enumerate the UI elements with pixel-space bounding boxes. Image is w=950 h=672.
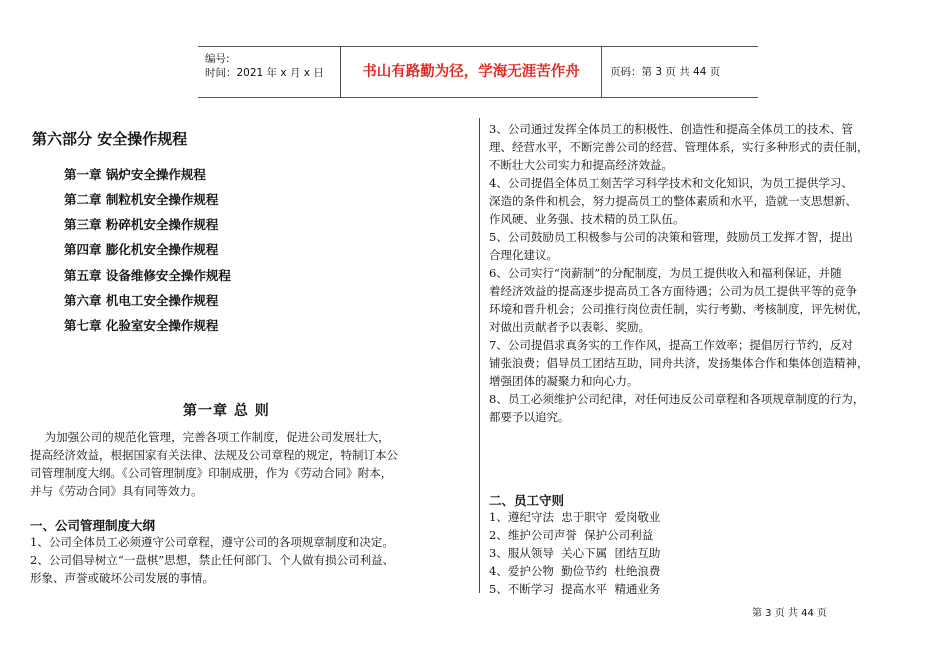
chapter-title: 第一章 总 则 (183, 403, 270, 419)
rule-line: 合理化建议。 (489, 248, 558, 262)
section1-title: 一、公司管理制度大纲 (30, 518, 156, 533)
section1-body (30, 533, 475, 587)
page-header (198, 46, 758, 98)
rule-line: 3、公司通过发挥全体员工的积极性、创造性和提高全体员工的技术、管 (489, 122, 853, 136)
header-meta (198, 47, 345, 102)
code-line: 5、不断学习 提高水平 精通业务 (489, 582, 661, 596)
right-column-body (489, 120, 939, 426)
toc-item-2: 第二章 制粒机安全操作规程 (64, 192, 219, 207)
toc-item-5: 第五章 设备维修安全操作规程 (64, 268, 231, 283)
intro-line: 并与《劳动合同》具有同等效力。 (30, 484, 203, 498)
column-divider (479, 118, 480, 593)
part-title: 第六部分 安全操作规程 (32, 130, 188, 148)
toc-item-7: 第七章 化验室安全操作规程 (64, 318, 219, 333)
toc-item-6: 第六章 机电工安全操作规程 (64, 293, 219, 308)
code-line: 1、遵纪守法 忠于职守 爱岗敬业 (489, 510, 661, 524)
doc-time-label: 时间：2021 年 x 月 x 日 (205, 67, 324, 79)
rule-line: 铺张浪费；倡导员工团结互助，同舟共济，发扬集体合作和集体创造精神， (489, 356, 869, 370)
rule-line: 理、经营水平，不断完善公司的经营、管理体系，实行多种形式的责任制， (489, 140, 869, 154)
rule-line: 环境和晋升机会；公司推行岗位责任制，实行考勤、考核制度，评先树优， (489, 302, 869, 316)
section2-title: 二、员工守则 (489, 493, 565, 508)
section1-line: 1、公司全体员工必须遵守公司章程，遵守公司的各项规章制度和决定。 (30, 535, 394, 549)
intro-line: 司管理制度大纲。《公司管理制度》印制成册，作为《劳动合同》附本， (30, 466, 393, 480)
intro-line: 为加强公司的规范化管理，完善各项工作制度，促进公司发展壮大， (30, 430, 390, 444)
section1-line: 2、公司倡导树立“一盘棋”思想，禁止任何部门、个人做有损公司利益、 (30, 553, 395, 567)
header-motto: 书山有路勤为径，学海无涯苦作舟 (340, 47, 602, 97)
toc-item-1: 第一章 锅炉安全操作规程 (64, 167, 206, 182)
toc-item-3: 第三章 粉碎机安全操作规程 (64, 217, 219, 232)
rule-line: 着经济效益的提高逐步提高员工各方面待遇；公司为员工提供平等的竞争 (489, 284, 857, 298)
rule-line: 对做出贡献者予以表彰、奖励。 (489, 320, 650, 334)
section1-line: 形象、声誉或破坏公司发展的事情。 (30, 571, 214, 585)
rule-line: 6、公司实行“岗薪制”的分配制度，为员工提供收入和福利保证，并随 (489, 266, 842, 280)
rule-line: 作风硬、业务强、技术精的员工队伍。 (489, 212, 685, 226)
rule-line: 5、公司鼓励员工积极参与公司的决策和管理，鼓励员工发挥才智，提出 (489, 230, 853, 244)
rule-line: 7、公司提倡求真务实的工作作风，提高工作效率；提倡厉行节约，反对 (489, 338, 853, 352)
section2-body (489, 508, 789, 598)
page-footer: 第 3 页 共 44 页 (752, 608, 827, 619)
code-line: 3、服从领导 关心下属 团结互助 (489, 546, 661, 560)
intro-line: 提高经济效益，根据国家有关法律、法规及公司章程的规定，特制订本公 (30, 448, 398, 462)
rule-line: 不断壮大公司实力和提高经济效益。 (489, 158, 673, 172)
rule-line: 增强团体的凝聚力和向心力。 (489, 374, 639, 388)
rule-line: 都要予以追究。 (489, 410, 570, 424)
rule-line: 8、员工必须维护公司纪律，对任何违反公司章程和各项规章制度的行为， (489, 392, 865, 406)
intro-paragraph (30, 428, 470, 500)
code-line: 4、爱护公物 勤俭节约 杜绝浪费 (489, 564, 661, 578)
doc-number-label: 编号: (205, 53, 230, 65)
code-line: 2、维护公司声誉 保护公司利益 (489, 528, 654, 542)
toc-item-4: 第四章 膨化机安全操作规程 (64, 242, 219, 257)
rule-line: 深造的条件和机会，努力提高员工的整体素质和水平，造就一支思想新、 (489, 194, 857, 208)
rule-line: 4、公司提倡全体员工刻苦学习科学技术和文化知识，为员工提供学习、 (489, 176, 853, 190)
header-page-info: 页码：第 3 页 共 44 页 (610, 66, 721, 78)
